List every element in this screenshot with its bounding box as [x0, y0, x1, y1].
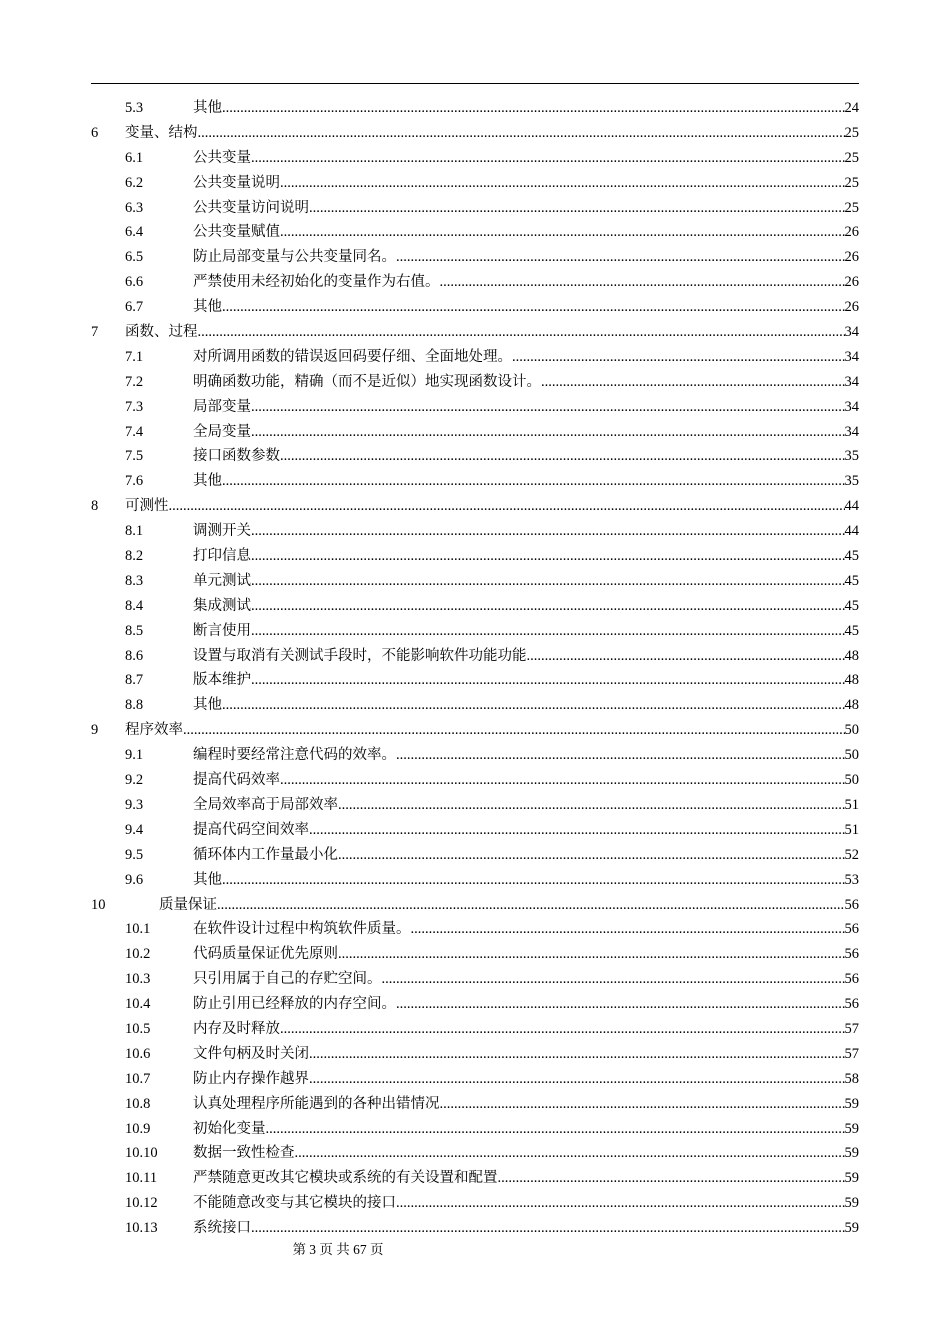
toc-entry-page-number: 26	[844, 249, 859, 266]
toc-entry-number: 8.3	[125, 572, 144, 589]
toc-entry-page-number: 26	[844, 274, 859, 291]
toc-entry-page-number: 59	[844, 1195, 859, 1212]
toc-section-entry[interactable]	[91, 644, 859, 669]
toc-section-entry[interactable]	[91, 420, 859, 445]
toc-entry-title: 接口函数参数	[193, 448, 280, 465]
toc-entry-line	[193, 1117, 859, 1142]
toc-dot-leader	[396, 743, 845, 768]
toc-section-entry[interactable]	[91, 693, 859, 718]
toc-entry-line	[193, 270, 859, 295]
toc-entry-page-number: 56	[844, 921, 859, 938]
toc-entry-title: 公共变量说明	[193, 174, 280, 191]
toc-dot-leader	[541, 370, 845, 395]
toc-entry-number: 8.6	[125, 647, 144, 664]
toc-entry-page-number: 48	[844, 672, 859, 689]
toc-entry-page-number: 25	[844, 149, 859, 166]
toc-entry-page-number: 24	[844, 100, 859, 116]
toc-entry-title: 对所调用函数的错误返回码要仔细、全面地处理。	[193, 348, 512, 365]
toc-entry-title: 打印信息	[193, 548, 251, 565]
toc-dot-leader	[183, 718, 845, 743]
toc-entry-number: 6.2	[125, 174, 144, 191]
toc-entry-title: 严禁使用未经初始化的变量作为右值。	[193, 274, 440, 291]
toc-dot-leader	[198, 121, 845, 146]
toc-entry-number: 7.6	[125, 473, 144, 490]
toc-entry-line	[193, 569, 859, 594]
toc-entry-title: 其他	[193, 100, 222, 116]
toc-entry-line	[193, 743, 859, 768]
toc-section-entry[interactable]	[91, 1067, 859, 1092]
toc-dot-leader	[309, 1067, 845, 1092]
toc-entry-line	[193, 1166, 859, 1191]
toc-entry-number: 7.1	[125, 348, 144, 365]
toc-entry-page-number: 50	[844, 722, 859, 739]
toc-entry-title: 循环体内工作量最小化	[193, 846, 338, 863]
toc-chapter-entry[interactable]	[91, 494, 859, 519]
toc-entry-number: 10.8	[125, 1095, 151, 1112]
toc-entry-number: 10.2	[125, 946, 151, 963]
toc-entry-line	[193, 594, 859, 619]
toc-section-entry[interactable]	[91, 1141, 859, 1166]
toc-section-entry[interactable]	[91, 146, 859, 171]
toc-entry-number: 10.1	[125, 921, 151, 938]
toc-entry-page-number: 34	[844, 348, 859, 365]
toc-entry-page-number: 53	[844, 871, 859, 888]
toc-entry-title: 可测性	[125, 498, 169, 515]
toc-entry-number: 10.5	[125, 1020, 151, 1037]
toc-section-entry[interactable]	[91, 345, 859, 370]
toc-entry-number: 8.5	[125, 622, 144, 639]
toc-dot-leader	[222, 469, 845, 494]
toc-entry-title: 初始化变量	[193, 1120, 266, 1137]
toc-entry-line	[193, 444, 859, 469]
toc-section-entry[interactable]	[91, 743, 859, 768]
toc-section-entry[interactable]	[91, 519, 859, 544]
toc-entry-title: 单元测试	[193, 572, 251, 589]
toc-dot-leader	[222, 693, 845, 718]
toc-entry-page-number: 26	[844, 224, 859, 241]
toc-entry-number: 8.7	[125, 672, 144, 689]
toc-entry-number: 7.2	[125, 373, 144, 390]
toc-entry-title: 在软件设计过程中构筑软件质量。	[193, 921, 411, 938]
toc-entry-page-number: 48	[844, 647, 859, 664]
toc-entry-line	[193, 1191, 859, 1216]
toc-entry-line	[193, 992, 859, 1017]
toc-entry-number: 6	[91, 124, 99, 141]
toc-entry-page-number: 48	[844, 697, 859, 714]
toc-entry-number: 9.1	[125, 747, 144, 764]
toc-entry-number: 8.4	[125, 597, 144, 614]
toc-entry-page-number: 45	[844, 622, 859, 639]
toc-section-entry[interactable]	[91, 569, 859, 594]
toc-entry-title: 严禁随意更改其它模块或系统的有关设置和配置	[193, 1170, 498, 1187]
toc-dot-leader	[440, 1092, 845, 1117]
toc-entry-page-number: 56	[844, 996, 859, 1013]
toc-section-entry[interactable]	[91, 270, 859, 295]
toc-section-entry[interactable]	[91, 96, 859, 121]
toc-section-entry[interactable]	[91, 917, 859, 942]
toc-entry-title: 明确函数功能，精确（而不是近似）地实现函数设计。	[193, 373, 541, 390]
toc-entry-number: 6.6	[125, 274, 144, 291]
toc-entry-line	[193, 420, 859, 445]
toc-entry-page-number: 51	[844, 796, 859, 813]
toc-entry-line	[193, 469, 859, 494]
toc-entry-number: 10.3	[125, 971, 151, 988]
toc-dot-leader	[251, 619, 845, 644]
toc-entry-page-number: 25	[844, 124, 859, 141]
toc-entry-title: 其他	[193, 871, 222, 888]
toc-dot-leader	[222, 295, 845, 320]
toc-section-entry[interactable]	[91, 967, 859, 992]
toc-section-entry[interactable]	[91, 868, 859, 893]
page-footer: 第 3 页 共 67 页	[292, 1242, 384, 1257]
toc-entry-number: 6.7	[125, 299, 144, 316]
toc-entry-title: 集成测试	[193, 597, 251, 614]
toc-entry-line	[193, 171, 859, 196]
toc-entry-page-number: 34	[844, 324, 859, 341]
toc-entry-line	[193, 693, 859, 718]
toc-dot-leader	[169, 494, 845, 519]
toc-entry-page-number: 44	[844, 498, 859, 515]
toc-section-entry[interactable]	[91, 1166, 859, 1191]
toc-entry-line	[193, 146, 859, 171]
toc-entry-page-number: 57	[844, 1020, 859, 1037]
toc-entry-title: 局部变量	[193, 398, 251, 415]
toc-section-entry[interactable]	[91, 768, 859, 793]
toc-dot-leader	[338, 843, 845, 868]
toc-entry-number: 8.8	[125, 697, 144, 714]
toc-dot-leader	[251, 395, 845, 420]
toc-entry-line	[193, 544, 859, 569]
toc-entry-title: 数据一致性检查	[193, 1145, 295, 1162]
toc-entry-page-number: 51	[844, 821, 859, 838]
toc-dot-leader	[440, 270, 845, 295]
toc-entry-title: 全局效率高于局部效率	[193, 796, 338, 813]
toc-entry-title: 内存及时释放	[193, 1020, 280, 1037]
toc-entry-page-number: 25	[844, 199, 859, 216]
toc-section-entry[interactable]	[91, 1092, 859, 1117]
toc-section-entry[interactable]	[91, 992, 859, 1017]
toc-section-entry[interactable]	[91, 245, 859, 270]
toc-entry-line	[193, 668, 859, 693]
toc-entry-page-number: 59	[844, 1095, 859, 1112]
toc-entry-title: 防止引用已经释放的内存空间。	[193, 996, 396, 1013]
toc-entry-line	[193, 370, 859, 395]
toc-entry-page-number: 58	[844, 1070, 859, 1087]
toc-entry-number: 8	[91, 498, 99, 515]
toc-entry-page-number: 26	[844, 299, 859, 316]
toc-entry-line	[193, 967, 859, 992]
toc-dot-leader	[338, 793, 845, 818]
toc-entry-line	[193, 245, 859, 270]
toc-entry-page-number: 35	[844, 448, 859, 465]
toc-dot-leader	[222, 96, 845, 121]
toc-entry-line	[193, 768, 859, 793]
toc-entry-line	[193, 1067, 859, 1092]
toc-dot-leader	[251, 569, 845, 594]
toc-entry-number: 10.9	[125, 1120, 151, 1137]
toc-entry-title: 编程时要经常注意代码的效率。	[193, 747, 396, 764]
toc-entry-line	[125, 121, 859, 146]
toc-chapter-entry[interactable]	[91, 121, 859, 146]
toc-entry-number: 9	[91, 722, 99, 739]
toc-entry-line	[193, 793, 859, 818]
header-rule	[91, 83, 859, 84]
toc-entry-title: 其他	[193, 299, 222, 316]
toc-entry-page-number: 50	[844, 747, 859, 764]
toc-entry-number: 9.5	[125, 846, 144, 863]
toc-entry-number: 7.3	[125, 398, 144, 415]
toc-entry-page-number: 59	[844, 1220, 859, 1237]
toc-dot-leader	[251, 420, 845, 445]
toc-entry-number: 6.5	[125, 249, 144, 266]
toc-dot-leader	[222, 868, 845, 893]
toc-entry-number: 6.1	[125, 149, 144, 166]
toc-entry-number: 10.6	[125, 1045, 151, 1062]
toc-section-entry[interactable]	[91, 295, 859, 320]
toc-entry-title: 公共变量赋值	[193, 224, 280, 241]
toc-section-entry[interactable]	[91, 171, 859, 196]
toc-entry-number: 7.5	[125, 448, 144, 465]
toc-entry-title: 质量保证	[159, 896, 217, 913]
table-of-contents	[91, 96, 859, 1241]
toc-entry-title: 其他	[193, 473, 222, 490]
toc-section-entry[interactable]	[91, 594, 859, 619]
toc-entry-line	[193, 843, 859, 868]
toc-entry-page-number: 34	[844, 423, 859, 440]
toc-entry-title: 提高代码效率	[193, 772, 280, 789]
toc-entry-line	[193, 519, 859, 544]
toc-entry-number: 8.1	[125, 523, 144, 540]
toc-chapter-entry[interactable]	[91, 320, 859, 345]
toc-entry-number: 5.3	[125, 100, 144, 116]
toc-dot-leader	[251, 544, 845, 569]
toc-section-entry[interactable]	[91, 793, 859, 818]
toc-entry-number: 10.4	[125, 996, 151, 1013]
toc-entry-page-number: 35	[844, 473, 859, 490]
toc-entry-number: 7	[91, 324, 99, 341]
toc-entry-title: 系统接口	[193, 1220, 251, 1237]
toc-entry-title: 提高代码空间效率	[193, 821, 309, 838]
toc-chapter-entry[interactable]	[91, 718, 859, 743]
toc-entry-number: 9.4	[125, 821, 144, 838]
toc-entry-title: 公共变量	[193, 149, 251, 166]
toc-section-entry[interactable]	[91, 619, 859, 644]
toc-entry-title: 不能随意改变与其它模块的接口	[193, 1195, 396, 1212]
toc-dot-leader	[251, 146, 845, 171]
toc-dot-leader	[266, 1117, 845, 1142]
toc-entry-line	[193, 220, 859, 245]
toc-section-entry[interactable]	[91, 942, 859, 967]
toc-entry-page-number: 56	[844, 971, 859, 988]
toc-entry-number: 6.4	[125, 224, 144, 241]
toc-dot-leader	[338, 942, 845, 967]
toc-dot-leader	[527, 644, 845, 669]
toc-entry-number: 10.12	[125, 1195, 158, 1212]
toc-entry-line	[193, 96, 859, 121]
toc-entry-line	[193, 644, 859, 669]
toc-entry-title: 其他	[193, 697, 222, 714]
toc-entry-page-number: 34	[844, 398, 859, 415]
toc-dot-leader	[396, 245, 845, 270]
toc-entry-title: 程序效率	[125, 722, 183, 739]
toc-entry-line	[193, 345, 859, 370]
toc-entry-line	[193, 619, 859, 644]
toc-dot-leader	[498, 1166, 845, 1191]
toc-dot-leader	[411, 917, 845, 942]
toc-dot-leader	[382, 967, 845, 992]
toc-dot-leader	[217, 893, 845, 918]
toc-entry-page-number: 57	[844, 1045, 859, 1062]
toc-entry-line	[193, 868, 859, 893]
toc-section-entry[interactable]	[91, 1191, 859, 1216]
toc-dot-leader	[198, 320, 845, 345]
toc-section-entry[interactable]	[91, 444, 859, 469]
toc-section-entry[interactable]	[91, 544, 859, 569]
toc-section-entry[interactable]	[91, 395, 859, 420]
toc-entry-title: 设置与取消有关测试手段时，不能影响软件功能功能	[193, 647, 527, 664]
toc-section-entry[interactable]	[91, 220, 859, 245]
toc-entry-title: 断言使用	[193, 622, 251, 639]
toc-entry-title: 认真处理程序所能遇到的各种出错情况	[193, 1095, 440, 1112]
toc-entry-page-number: 56	[844, 896, 859, 913]
toc-entry-title: 变量、结构	[125, 124, 198, 141]
toc-section-entry[interactable]	[91, 668, 859, 693]
toc-entry-page-number: 56	[844, 946, 859, 963]
toc-entry-number: 9.3	[125, 796, 144, 813]
toc-entry-line	[193, 1042, 859, 1067]
toc-section-entry[interactable]	[91, 1042, 859, 1067]
toc-entry-page-number: 59	[844, 1170, 859, 1187]
toc-entry-number: 10.7	[125, 1070, 151, 1087]
toc-entry-title: 版本维护	[193, 672, 251, 689]
toc-dot-leader	[251, 668, 845, 693]
toc-dot-leader	[512, 345, 845, 370]
toc-dot-leader	[309, 196, 845, 221]
toc-entry-line	[125, 718, 859, 743]
toc-entry-line	[193, 1141, 859, 1166]
toc-entry-page-number: 45	[844, 548, 859, 565]
toc-entry-page-number: 25	[844, 174, 859, 191]
toc-chapter-entry[interactable]	[91, 893, 859, 918]
toc-entry-title: 公共变量访问说明	[193, 199, 309, 216]
toc-section-entry[interactable]	[91, 818, 859, 843]
toc-dot-leader	[251, 594, 845, 619]
toc-entry-line	[193, 917, 859, 942]
toc-entry-page-number: 59	[844, 1145, 859, 1162]
toc-entry-line	[159, 893, 859, 918]
toc-entry-title: 防止内存操作越界	[193, 1070, 309, 1087]
toc-entry-number: 10.13	[125, 1220, 158, 1237]
toc-entry-page-number: 45	[844, 597, 859, 614]
toc-entry-line	[193, 818, 859, 843]
toc-entry-number: 6.3	[125, 199, 144, 216]
toc-entry-page-number: 52	[844, 846, 859, 863]
toc-entry-title: 文件句柄及时关闭	[193, 1045, 309, 1062]
toc-entry-line	[125, 494, 859, 519]
toc-dot-leader	[280, 1017, 845, 1042]
toc-dot-leader	[309, 1042, 845, 1067]
toc-dot-leader	[295, 1141, 845, 1166]
toc-section-entry[interactable]	[91, 1017, 859, 1042]
toc-entry-page-number: 45	[844, 572, 859, 589]
toc-dot-leader	[280, 768, 845, 793]
toc-section-entry[interactable]	[91, 469, 859, 494]
toc-entry-page-number: 34	[844, 373, 859, 390]
toc-entry-page-number: 44	[844, 523, 859, 540]
toc-section-entry[interactable]	[91, 1117, 859, 1142]
toc-section-entry[interactable]	[91, 843, 859, 868]
toc-dot-leader	[280, 220, 845, 245]
toc-dot-leader	[309, 818, 845, 843]
toc-entry-line	[193, 1017, 859, 1042]
toc-entry-line	[193, 942, 859, 967]
toc-entry-number: 9.6	[125, 871, 144, 888]
toc-entry-title: 防止局部变量与公共变量同名。	[193, 249, 396, 266]
toc-dot-leader	[396, 1191, 845, 1216]
toc-entry-number: 10.11	[125, 1170, 158, 1187]
toc-section-entry[interactable]	[91, 196, 859, 221]
toc-dot-leader	[251, 519, 845, 544]
toc-entry-line	[193, 196, 859, 221]
toc-entry-title: 函数、过程	[125, 324, 198, 341]
toc-entry-title: 只引用属于自己的存贮空间。	[193, 971, 382, 988]
toc-entry-number: 8.2	[125, 548, 144, 565]
toc-entry-line	[193, 295, 859, 320]
toc-entry-title: 全局变量	[193, 423, 251, 440]
toc-entry-title: 代码质量保证优先原则	[193, 946, 338, 963]
toc-dot-leader	[280, 444, 845, 469]
toc-entry-number: 7.4	[125, 423, 144, 440]
toc-entry-page-number: 50	[844, 772, 859, 789]
toc-entry-line	[193, 395, 859, 420]
toc-entry-number: 10.10	[125, 1145, 158, 1162]
toc-entry-line	[193, 1092, 859, 1117]
toc-entry-number: 10	[91, 896, 106, 913]
toc-entry-title: 调测开关	[193, 523, 251, 540]
toc-dot-leader	[396, 992, 845, 1017]
toc-section-entry[interactable]	[91, 370, 859, 395]
toc-entry-line	[125, 320, 859, 345]
toc-entry-page-number: 59	[844, 1120, 859, 1137]
toc-entry-number: 9.2	[125, 772, 144, 789]
toc-dot-leader	[280, 171, 845, 196]
